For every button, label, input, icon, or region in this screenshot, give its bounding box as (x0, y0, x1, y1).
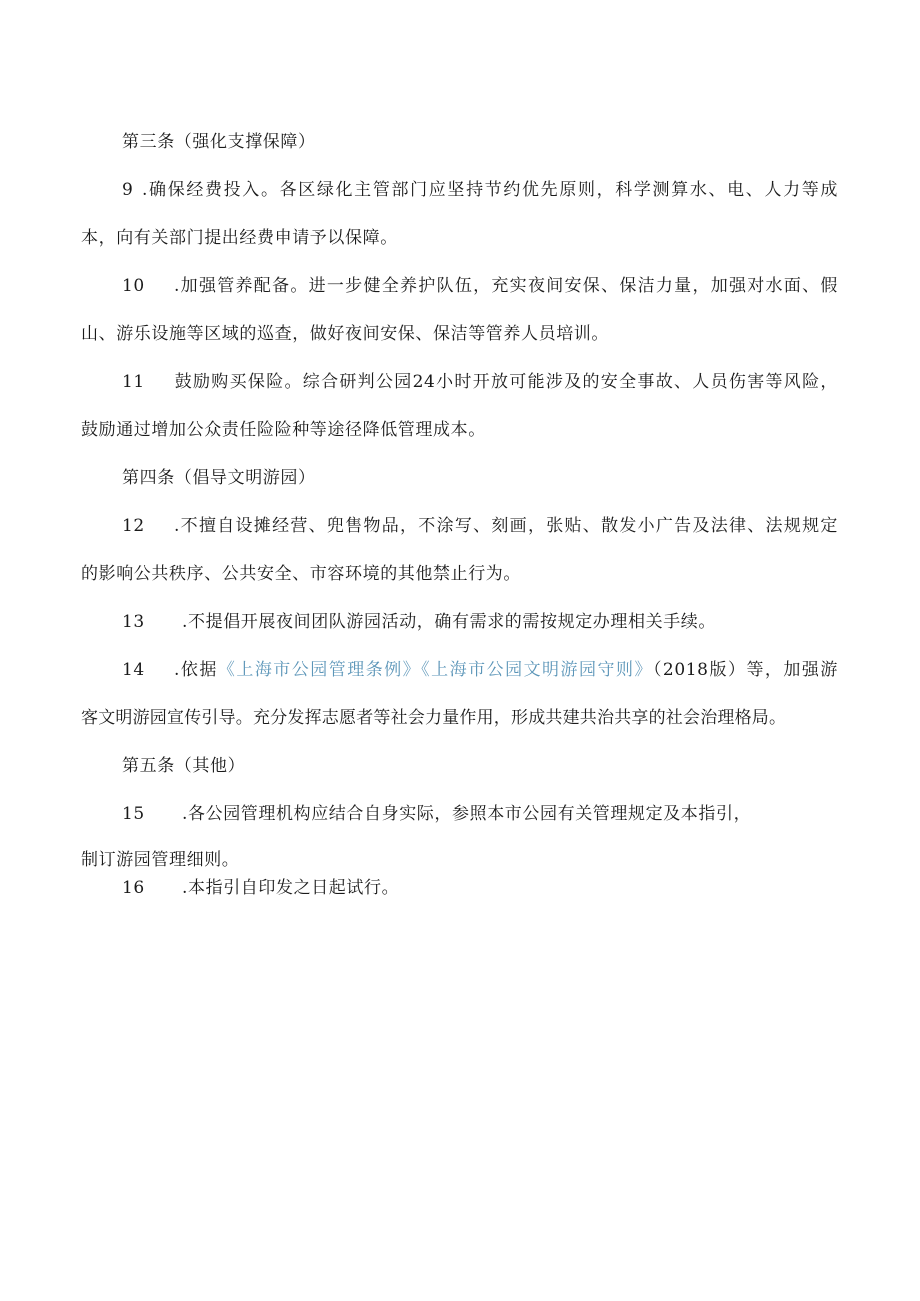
item-15-number: 15 (122, 804, 145, 824)
item-15-line-1 (122, 802, 751, 826)
item-12-line-2: 的影响公共秩序、公共安全、市容环境的其他禁止行为。 (81, 564, 521, 584)
regulation-link-park-management[interactable]: 《上海市公园管理条例》 (217, 660, 422, 680)
section-heading-4: 第四条（倡导文明游园） (122, 468, 316, 488)
item-10-line-1 (122, 274, 838, 298)
regulation-link-civilized-visiting[interactable]: 《上海市公园文明游园守则》 (421, 660, 653, 680)
item-14-number: 14 (122, 660, 145, 680)
item-13-line-1 (122, 610, 716, 634)
item-15-text: .各公园管理机构应结合自身实际，参照本市公园有关管理规定及本指引， (182, 804, 752, 824)
item-10-text: .加强管养配备。进一步健全养护队伍，充实夜间安保、保洁力量，加强对水面、假 (174, 276, 838, 296)
item-11-line-1 (122, 370, 838, 394)
section-heading-5: 第五条（其他） (122, 756, 246, 776)
item-12-text: .不擅自设摊经营、兜售物品，不涂写、刻画，张贴、散发小广告及法律、法规规定 (174, 516, 838, 536)
item-10-number: 10 (122, 276, 145, 296)
item-9-line-1 (122, 178, 838, 202)
item-10-line-2: 山、游乐设施等区域的巡查，做好夜间安保、保洁等管养人员培训。 (81, 324, 609, 344)
item-14-line-2: 客文明游园宣传引导。充分发挥志愿者等社会力量作用，形成共建共治共享的社会治理格局。 (81, 708, 787, 728)
item-11-text: 鼓励购买保险。综合研判公园24小时开放可能涉及的安全事故、人员伤害等风险， (174, 372, 838, 392)
item-16-line-1 (122, 876, 399, 900)
item-12-line-1 (122, 514, 838, 538)
section-heading-3: 第三条（强化支撑保障） (122, 132, 316, 152)
item-11-number: 11 (122, 372, 145, 392)
item-14-pre: .依据 (174, 660, 218, 680)
item-9-text: .确保经费投入。各区绿化主管部门应坚持节约优先原则，科学测算水、电、人力等成 (142, 180, 838, 200)
item-14-post: （2018版）等，加强游 (652, 660, 838, 680)
item-16-text: .本指引自印发之日起试行。 (182, 878, 400, 898)
item-14-line-1 (122, 658, 838, 682)
item-16-number: 16 (122, 878, 145, 898)
item-13-text: .不提倡开展夜间团队游园活动，确有需求的需按规定办理相关手续。 (182, 612, 717, 632)
item-15-line-2: 制订游园管理细则。 (81, 850, 240, 870)
item-11-line-2: 鼓励通过增加公众责任险险种等途径降低管理成本。 (81, 420, 486, 440)
item-12-number: 12 (122, 516, 145, 536)
item-9-number: 9 (122, 180, 134, 200)
item-9-line-2: 本，向有关部门提出经费申请予以保障。 (81, 228, 398, 248)
item-13-number: 13 (122, 612, 145, 632)
